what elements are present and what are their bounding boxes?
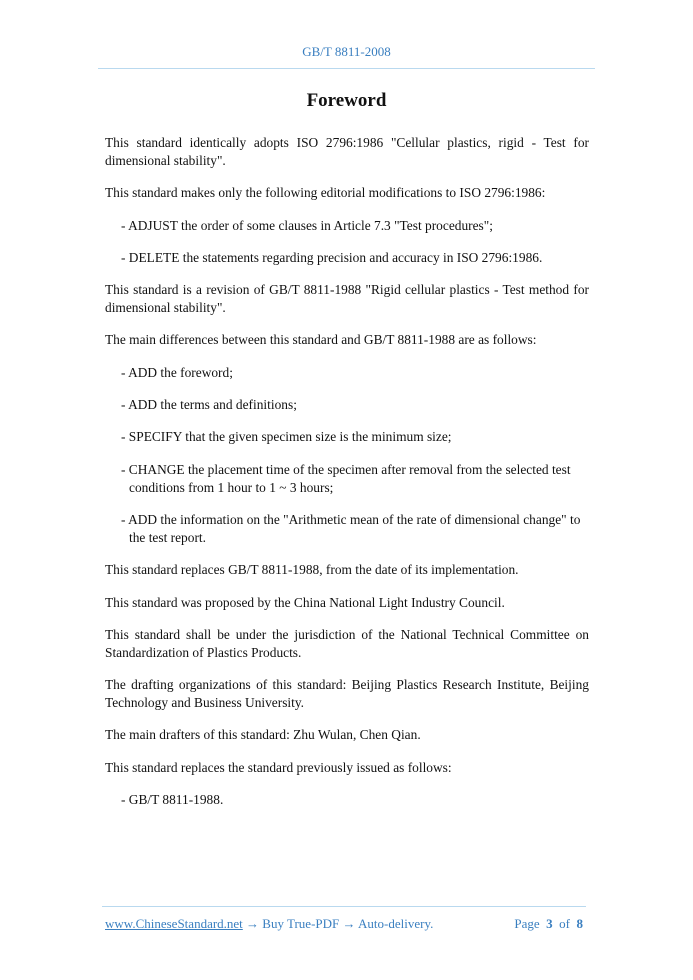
paragraph: This standard replaces the standard previously issued as follows: — [105, 759, 452, 775]
paragraph: The main drafters of this standard: Zhu Wulan, Chen Qian. — [105, 727, 421, 743]
list-item: - ADD the foreword; — [121, 364, 233, 380]
list-item: - DELETE the statements regarding precision and accuracy in ISO 2796:1986. — [121, 249, 543, 265]
page-label: Page — [514, 916, 540, 931]
paragraph: This standard shall be under the jurisdiction of the National Technical Committee on Standardization of Plastics Products. — [105, 626, 589, 660]
page-indicator — [514, 916, 583, 932]
footer-divider — [102, 906, 586, 907]
of-label: of — [559, 916, 570, 931]
list-item: - ADJUST the order of some clauses in Article 7.3 "Test procedures"; — [121, 217, 493, 233]
paragraph: The main differences between this standard and GB/T 8811-1988 are as follows: — [105, 332, 537, 348]
paragraph: This standard identically adopts ISO 2796:1986 "Cellular plastics, rigid - Test for dimensional stability". — [105, 135, 589, 168]
document-body — [105, 134, 589, 823]
paragraph: The drafting organizations of this standard: Beijing Plastics Research Institute, Beijing Technology and Business University. — [105, 677, 589, 711]
list-item: - CHANGE the placement time of the specimen after removal from the selected test conditions from 1 hour to 1 ~ 3 hours; — [121, 461, 571, 495]
paragraph: This standard was proposed by the China National Light Industry Council. — [105, 594, 505, 610]
page-title: Foreword — [306, 90, 387, 111]
header-divider — [98, 68, 595, 69]
paragraph: This standard is a revision of GB/T 8811-1988 "Rigid cellular plastics - Test method for dimensional stability". — [105, 282, 589, 316]
page-current: 3 — [546, 916, 553, 931]
list-item: - GB/T 8811-1988. — [121, 792, 224, 808]
list-item: - ADD the terms and definitions; — [121, 397, 297, 413]
list-item: - SPECIFY that the given specimen size is the minimum size; — [121, 429, 452, 445]
paragraph: This standard replaces GB/T 8811-1988, from the date of its implementation. — [105, 562, 519, 578]
page-total: 8 — [576, 916, 583, 931]
list-item: - ADD the information on the "Arithmetic mean of the rate of dimensional change" to the test report. — [121, 511, 581, 545]
website-link[interactable]: www.ChineseStandard.net — [105, 916, 243, 931]
footer — [105, 916, 583, 932]
running-header: GB/T 8811-2008 — [302, 44, 391, 59]
footer-promo-text: → Buy True-PDF → Auto-delivery. — [242, 916, 434, 931]
paragraph: This standard makes only the following editorial modifications to ISO 2796:1986: — [105, 185, 546, 201]
